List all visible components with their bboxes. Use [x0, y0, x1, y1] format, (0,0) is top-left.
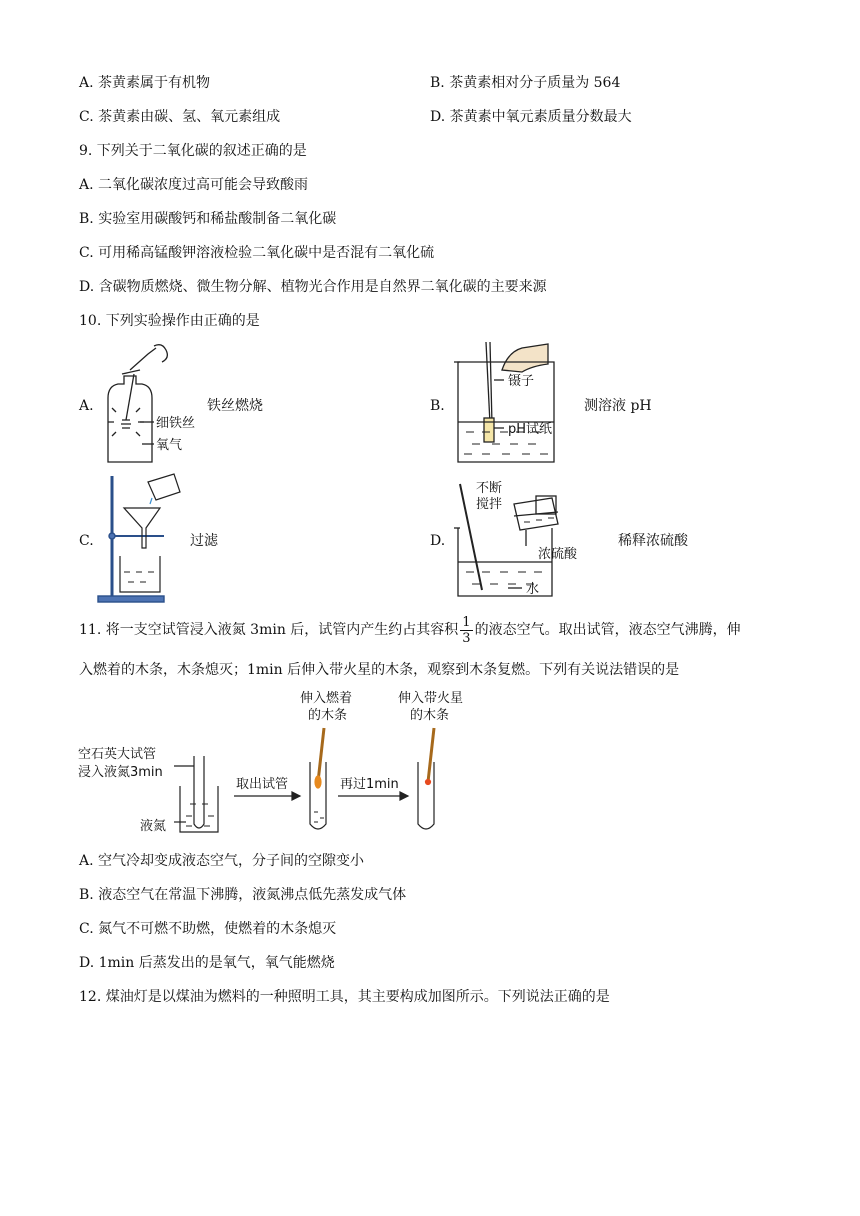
q11-stem-line2: 入燃着的木条，木条熄灭；1min 后伸入带火星的木条，观察到木条复燃。下列有关说法错误的是 [79, 662, 680, 678]
q9-option-a: A. 二氧化碳浓度过高可能会导致酸雨 [79, 177, 309, 193]
q10-stem: 10. 下列实验操作由正确的是 [79, 313, 260, 329]
fig11-arrow1-label: 取出试管 [236, 777, 289, 792]
liquid-air-experiment-figure [78, 686, 478, 836]
q9-stem: 9. 下列关于二氧化碳的叙述正确的是 [79, 143, 307, 159]
fig11-top-label1b: 的木条 [308, 708, 348, 723]
q11-option-b: B. 液态空气在常温下沸腾，液氮沸点低先蒸发成气体 [79, 887, 407, 903]
q10-option-a-caption: 铁丝燃烧 [207, 398, 263, 414]
fig-a-label-oxygen: 氧气 [156, 438, 183, 453]
measure-ph-figure [452, 340, 584, 468]
q11-stem-pre: 11. 将一支空试管浸入液氮 3min 后，试管内产生约占其容积 [79, 622, 459, 638]
fig-b-label-tweezers: 镊子 [508, 374, 535, 389]
q11-option-d: D. 1min 后蒸发出的是氧气，氧气能燃烧 [79, 955, 335, 971]
q10-option-d-caption: 稀释浓硫酸 [618, 533, 688, 549]
q11-fraction-denominator: 3 [462, 630, 471, 646]
q10-option-c-caption: 过滤 [190, 533, 218, 549]
fig-b-label-ph-paper: pH试纸 [508, 422, 553, 437]
q8-option-b: B. 茶黄素相对分子质量为 564 [430, 75, 621, 91]
q8-option-a: A. 茶黄素属于有机物 [79, 75, 211, 91]
filtration-figure [94, 472, 186, 604]
fig11-label-liquid-nitrogen: 液氮 [140, 819, 167, 834]
q11-option-c: C. 氮气不可燃不助燃，使燃着的木条熄灭 [79, 921, 337, 937]
q9-option-b: B. 实验室用碳酸钙和稀盐酸制备二氧化碳 [79, 211, 337, 227]
q11-fraction [460, 615, 472, 646]
dilute-sulfuric-acid-figure [452, 476, 618, 602]
fig-d-label-stir: 搅拌 [476, 497, 503, 512]
fig11-label-tube1: 空石英大试管 [78, 747, 157, 762]
q11-option-a: A. 空气冷却变成液态空气，分子间的空隙变小 [79, 853, 365, 869]
fig11-top-label2a: 伸入带火星 [398, 691, 464, 706]
q10-option-d-letter: D. [430, 533, 446, 549]
fig11-arrow2-label: 再过1min [340, 777, 399, 792]
q9-option-c: C. 可用稀高锰酸钾溶液检验二氧化碳中是否混有二氧化硫 [79, 245, 435, 261]
fig-d-label-acid: 浓硫酸 [538, 547, 578, 562]
fig11-top-label2b: 的木条 [410, 708, 450, 723]
q8-option-c: C. 茶黄素由碳、氢、氧元素组成 [79, 109, 281, 125]
q11-stem-post: 的液态空气。取出试管，液态空气沸腾，伸 [474, 622, 741, 638]
fig11-label-tube2: 浸入液氮3min [78, 765, 163, 780]
q11-stem-line1 [79, 612, 741, 648]
q10-option-b-caption: 测溶液 pH [584, 398, 652, 414]
q8-option-d: D. 茶黄素中氧元素质量分数最大 [430, 109, 632, 125]
q10-option-c-letter: C. [79, 533, 94, 549]
q10-option-a-letter: A. [79, 398, 94, 414]
q11-fraction-numerator: 1 [462, 614, 471, 630]
fig-d-label-constant: 不断 [476, 481, 503, 496]
iron-wire-burning-figure [96, 340, 206, 468]
q9-option-d: D. 含碳物质燃烧、微生物分解、植物光合作用是自然界二氧化碳的主要来源 [79, 279, 547, 295]
fig11-top-label1a: 伸入燃着 [300, 691, 353, 706]
fig-a-label-iron-wire: 细铁丝 [156, 416, 196, 431]
q10-option-b-letter: B. [430, 398, 445, 414]
q12-stem: 12. 煤油灯是以煤油为燃料的一种照明工具，其主要构成加图所示。下列说法正确的是 [79, 989, 610, 1005]
fig-d-label-water: 水 [526, 582, 540, 597]
